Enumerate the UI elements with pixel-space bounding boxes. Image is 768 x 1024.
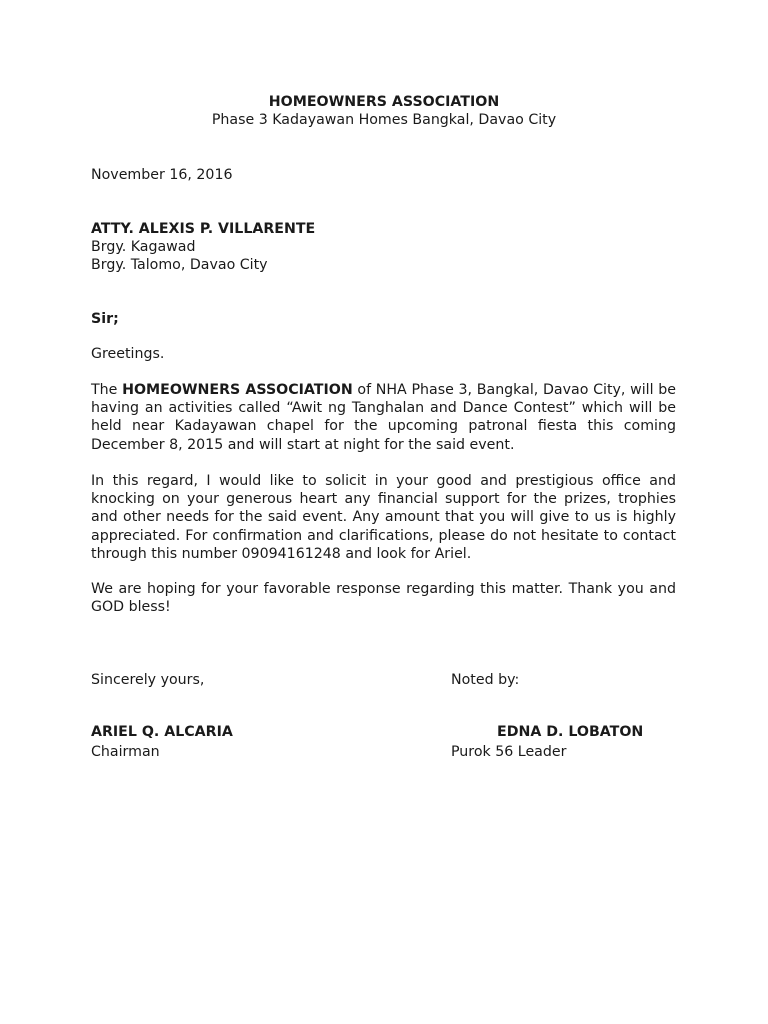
sender-name: ARIEL Q. ALCARIA (91, 724, 233, 740)
noter-title: Purok 56 Leader (451, 744, 567, 760)
recipient-position: Brgy. Kagawad (91, 239, 196, 255)
letter-date: November 16, 2016 (91, 167, 233, 183)
salutation: Sir; (91, 311, 119, 327)
recipient-address: Brgy. Talomo, Davao City (91, 257, 268, 273)
noter-name: EDNA D. LOBATON (497, 724, 644, 740)
greeting: Greetings. (91, 346, 165, 362)
p1-rest: of NHA Phase 3, Bangkal, Davao City, will be having an activities called “Awit ng Tanghalan and Dance Contest” which will be held near Kadayawan chapel for the upcoming patronal fiesta this coming December 8, 2015 and will start at night for the said event. (91, 382, 676, 453)
p1-org-name: HOMEOWNERS ASSOCIATION (122, 382, 353, 398)
org-name-heading: HOMEOWNERS ASSOCIATION (268, 94, 500, 110)
closing-sincerely: Sincerely yours, (91, 672, 205, 688)
body-paragraph-3: We are hoping for your favorable response regarding this matter. Thank you and GOD bless! (91, 581, 676, 616)
p1-start: The (91, 382, 123, 398)
sender-title: Chairman (91, 744, 160, 760)
body-paragraph-2: In this regard, I would like to solicit in your good and prestigious office and knocking on your generous heart any financial support for the prizes, trophies and other needs for the said event. Any amount that you will give to us is highly appreciated. For confirmation and clarifications, please do not hesitate to contact through this number 09094161248 and look for Ariel. (91, 473, 676, 562)
closing-noted-by: Noted by: (451, 672, 520, 688)
recipient-name: ATTY. ALEXIS P. VILLARENTE (91, 221, 316, 237)
org-address: Phase 3 Kadayawan Homes Bangkal, Davao City (211, 112, 557, 128)
body-paragraph-1 (91, 381, 676, 454)
